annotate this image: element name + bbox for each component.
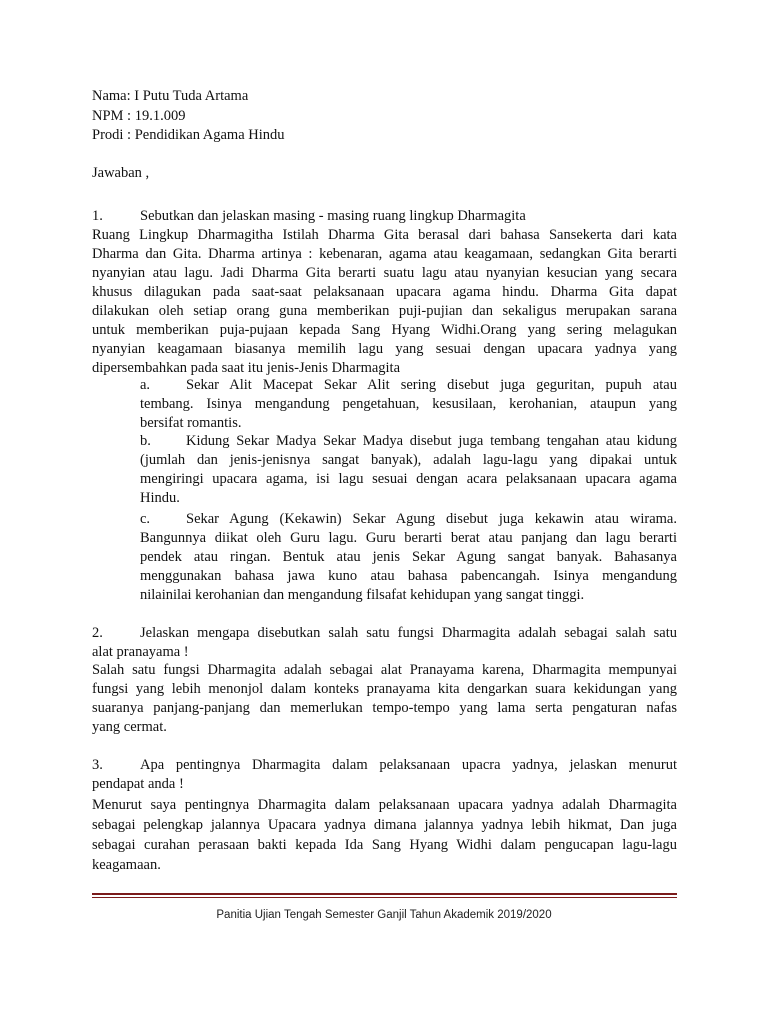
q1-item-line: Hindu. bbox=[140, 490, 180, 506]
q1-item-line: tembang. Isinya mengandung pengetahuan, kesusilaan, kerohanian, ataupun yang bbox=[140, 396, 677, 412]
q1-item-line: Sekar Agung (Kekawin) Sekar Agung disebut juga kekawin atau wirama. bbox=[186, 511, 677, 527]
q2-question-line: alat pranayama ! bbox=[92, 644, 189, 660]
q1-item-line: bersifat romantis. bbox=[140, 415, 242, 431]
jawaban-label: Jawaban , bbox=[92, 165, 150, 181]
q1-question: Sebutkan dan jelaskan masing - masing ruang lingkup Dharmagita bbox=[140, 208, 526, 224]
q1-item-line: Sekar Alit Macepat Sekar Alit sering disebut juga geguritan, pupuh atau bbox=[186, 377, 677, 393]
q3-number: 3. bbox=[92, 757, 103, 773]
q1-item-letter: b. bbox=[140, 433, 151, 449]
footer-rule-bottom bbox=[92, 897, 677, 898]
q2-answer-line: fungsi yang lebih menonjol dalam konteks pranayama kita dengarkan suara kekidungan yang bbox=[92, 681, 677, 697]
q1-item-line: pendek atau ringan. Bentuk atau jenis Sekar Agung sangat banyak. Bahasanya bbox=[140, 549, 677, 565]
footer-text: Panitia Ujian Tengah Semester Ganjil Tahun Akademik 2019/2020 bbox=[216, 909, 552, 921]
q1-item-line: Kidung Sekar Madya Sekar Madya disebut juga tembang tengahan atau kidung bbox=[186, 433, 677, 449]
q3-answer-line: sebagai pelengkap jalannya Upacara yadnya dimana jalannya yadnya lebih hikmat, Dan juga bbox=[92, 817, 677, 833]
q1-item-line: nilainilai kerohanian dan mengandung filsafat kehidupan yang sangat tinggi. bbox=[140, 587, 585, 603]
q2-answer-line: Salah satu fungsi Dharmagita adalah sebagai alat Pranayama karena, Dharmagita mempunyai bbox=[92, 662, 677, 678]
student-prodi: Prodi : Pendidikan Agama Hindu bbox=[92, 127, 285, 143]
q1-item-line: (jumlah dan jenis-jenisnya sangat banyak), adalah lagu-lagu yang dipakai untuk bbox=[140, 452, 677, 468]
q1-answer-line: dilakukan oleh setiap orang guna memberikan puji-pujian dan sekaligus merupakan sarana bbox=[92, 303, 677, 319]
q2-answer-line: suaranya panjang-panjang dan memerlukan tempo-tempo yang lama serta pengaturan nafas bbox=[92, 700, 677, 716]
q1-answer-line: nyanyian keagamaan biasanya memilih lagu yang sesuai dengan upacara yadnya yang bbox=[92, 341, 677, 357]
student-name: Nama: I Putu Tuda Artama bbox=[92, 88, 249, 104]
q1-number: 1. bbox=[92, 208, 103, 224]
q3-question-line: pendapat anda ! bbox=[92, 776, 184, 792]
q3-answer-line: Menurut saya pentingnya Dharmagita dalam pelaksanaan upacara yadnya adalah Dharmagita bbox=[92, 797, 677, 813]
q1-answer-line: dipersembahkan pada saat itu jenis-Jenis Dharmagita bbox=[92, 360, 401, 376]
q1-item-line: menggunakan bahasa jawa kuno atau bahasa pabencangah. Isinya mengandung bbox=[140, 568, 677, 584]
q2-answer-line: yang cermat. bbox=[92, 719, 167, 735]
q1-answer-line: Dharma dan Gita. Dharma artinya : kebenaran, agama atau keagamaan, sedangkan Gita berarti bbox=[92, 246, 677, 262]
q1-item-letter: a. bbox=[140, 377, 151, 393]
footer-rule-top bbox=[92, 893, 677, 895]
q1-item-line: mengiringi upacara agama, isi lagu sesuai dengan acara pelaksanaan upacara agama bbox=[140, 471, 677, 487]
q3-question-line: Apa pentingnya Dharmagita dalam pelaksanaan upacra yadnya, jelaskan menurut bbox=[140, 757, 677, 773]
student-npm: NPM : 19.1.009 bbox=[92, 108, 186, 124]
q1-answer-line: untuk memberikan puja-pujaan kepada Sang Hyang Widhi.Orang yang sering melagukan bbox=[92, 322, 677, 338]
q1-answer-line: nyanyian atau lagu. Jadi Dharma Gita berarti suatu lagu atau nyanyian kesucian yang secara bbox=[92, 265, 677, 281]
q3-answer-line: sebagai curahan perasaan bakti kepada Ida Sang Hyang Widhi dalam pengucapan lagu-lagu bbox=[92, 837, 677, 853]
q2-number: 2. bbox=[92, 625, 103, 641]
q1-item-letter: c. bbox=[140, 511, 151, 527]
q2-question-line: Jelaskan mengapa disebutkan salah satu fungsi Dharmagita adalah sebagai salah satu bbox=[140, 625, 677, 641]
q1-answer-line: Ruang Lingkup Dharmagitha Istilah Dharma Gita berasal dari bahasa Sansekerta dari kata bbox=[92, 227, 677, 243]
q1-item-line: Bangunnya diikat oleh Guru lagu. Guru berarti berat atau panjang dan lagu berarti bbox=[140, 530, 677, 546]
q3-answer-line: keagamaan. bbox=[92, 857, 161, 873]
q1-answer-line: khusus dilagukan pada saat-saat pelaksanaan upacara agama hindu. Dharma Gita dapat bbox=[92, 284, 677, 300]
